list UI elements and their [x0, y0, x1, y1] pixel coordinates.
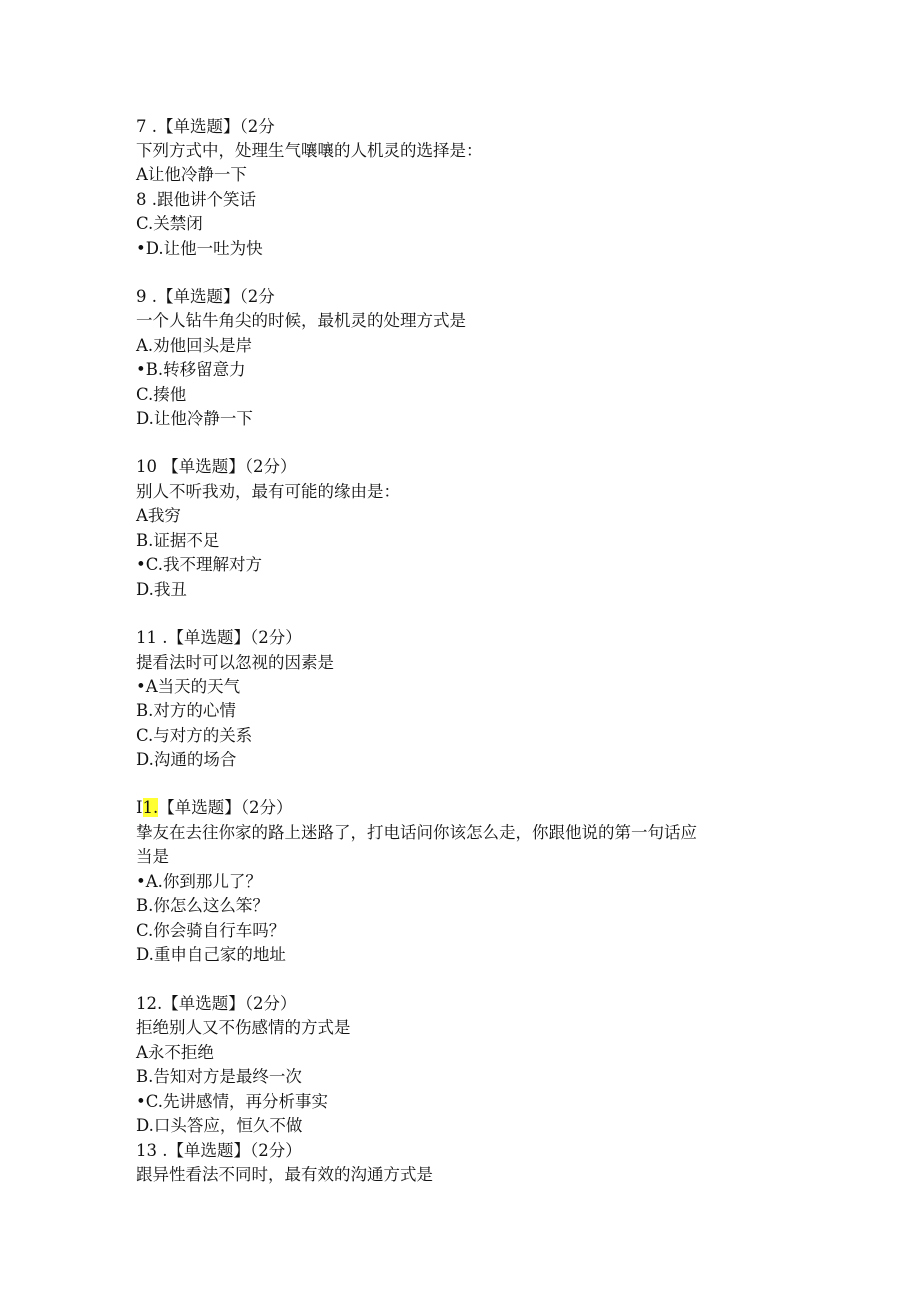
- question-11-option-c: C.与对方的关系: [136, 726, 253, 745]
- question-10-option-b: B.证据不足: [136, 531, 220, 550]
- question-i1-header-rest: 【单选题】（2分）: [158, 798, 293, 817]
- question-i1-header: [136, 797, 293, 819]
- question-12-option-c: •C.先讲感情，再分析事实: [136, 1092, 329, 1111]
- question-11-option-a: •A当天的天气: [136, 677, 241, 696]
- question-10-option-d: D.我丑: [136, 580, 187, 599]
- question-7-option-d: •D.让他一吐为快: [136, 239, 263, 258]
- question-i1-option-d: D.重申自己家的地址: [136, 945, 286, 964]
- question-7-option-b: 8 .跟他讲个笑话: [136, 190, 256, 209]
- question-10-option-c: •C.我不理解对方: [136, 555, 263, 574]
- question-13-stem: 跟异性看法不同时，最有效的沟通方式是: [136, 1165, 433, 1184]
- question-7-stem: 下列方式中，处理生气嚷嚷的人机灵的选择是：: [136, 141, 483, 160]
- question-i1-stem-line1: 挚友在去往你家的路上迷路了，打电话问你该怎么走，你跟他说的第一句话应: [136, 823, 697, 842]
- question-11-header: 11 .【单选题】（2分）: [136, 628, 302, 647]
- question-9-option-a: A.劝他回头是岸: [136, 336, 253, 355]
- question-i1-option-c: C.你会骑自行车吗？: [136, 921, 286, 940]
- question-7-option-c: C.关禁闭: [136, 214, 203, 233]
- question-7-option-a: A让他冷静一下: [136, 165, 247, 184]
- question-12-option-b: B.告知对方是最终一次: [136, 1067, 302, 1086]
- question-11-option-d: D.沟通的场合: [136, 750, 237, 769]
- question-i1-option-b: B.你怎么这么笨？: [136, 896, 269, 915]
- highlighted-number: 1.: [142, 798, 159, 817]
- question-10-stem: 别人不听我劝，最有可能的缘由是：: [136, 482, 400, 501]
- question-9-option-d: D.让他冷静一下: [136, 409, 253, 428]
- question-i1-prefix: I: [136, 798, 143, 817]
- question-12-option-a: A永不拒绝: [136, 1043, 214, 1062]
- question-12-option-d: D.口头答应，恒久不做: [136, 1116, 303, 1135]
- question-10-header: 10 【单选题】（2分）: [136, 457, 297, 476]
- question-9-option-c: C.揍他: [136, 385, 187, 404]
- question-13-header: 13 .【单选题】（2分）: [136, 1141, 302, 1160]
- question-11-stem: 提看法时可以忽视的因素是: [136, 653, 334, 672]
- question-9-stem: 一个人钻牛角尖的时候，最机灵的处理方式是: [136, 311, 466, 330]
- question-7-header: 7 .【单选题】（2分: [136, 117, 275, 136]
- question-11-option-b: B.对方的心情: [136, 701, 236, 720]
- question-12-header: 12.【单选题】（2分）: [136, 994, 297, 1013]
- question-12-stem: 拒绝别人又不伤感情的方式是: [136, 1018, 351, 1037]
- question-9-header: 9 .【单选题】（2分: [136, 287, 275, 306]
- question-i1-option-a: •A.你到那儿了？: [136, 872, 262, 891]
- question-i1-stem-line2: 当是: [136, 847, 169, 866]
- question-10-option-a: A我穷: [136, 506, 181, 525]
- question-9-option-b: •B.转移留意力: [136, 360, 246, 379]
